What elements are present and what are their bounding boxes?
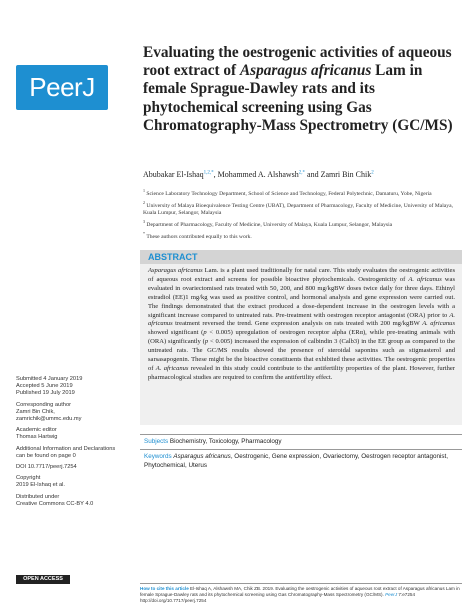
article-sidebar xyxy=(16,376,126,512)
article-title: Evaluating the oestrogenic activities of aqueous root extract of Asparagus africanus Lam in female Sprague-Dawley rats and its phytochemical screening using Gas Chromatography-Mass Spectrometry (GC/MS) xyxy=(143,44,453,134)
author-list: Abubakar El-Ishaq$^{1,2,*}$, Mohammed A. Alshawsh$^{2,*}$ and Zamri Bin Chik$^2$ xyxy=(143,170,374,179)
peerj-logo: PeerJ xyxy=(16,65,108,110)
affiliation-item: $^3$ Department of Pharmacology, Faculty of Medicine, University of Malaya, Kuala Lumpur, Selangor, Malaysia xyxy=(143,219,393,229)
author-email-link[interactable]: zamrichik@ummc.edu.my xyxy=(16,416,82,423)
author-name: Mohammed A. Alshawsh xyxy=(217,170,299,179)
abstract-heading: ABSTRACT xyxy=(140,250,462,264)
author-name: Abubakar El-Ishaq xyxy=(143,170,204,179)
keywords-line: Keywords Asparagus africanus, Oestrogenic, Gene expression, Ovariectomy, Oestrogen receptor antagonist, Phytochemical, Uterus xyxy=(140,449,462,473)
publication-dates: Submitted 4 January 2019 Accepted 5 June 2019 Published 19 July 2019 xyxy=(16,376,83,397)
affiliation-item: * These authors contributed equally to this work. xyxy=(143,231,252,241)
abstract-body: Asparagus africanus Lam. is a plant used traditionally for natal care. This study evaluates the oestrogenic activities of aqueous root extract and screens for possible bioactive phytochemicals. Oestrogenicity of A. africanus was evaluated in ovariectomised rats treated with 50, 200, and 800 mg/kgBW doses twice daily for three days. Ethinyl estradiol (EE)1 mg/kg was used as positive control, and hormonal analysis and gene expression were carried out. The findings demonstrated that the extract produced a dose-dependent increase in the oestrogen levels with a significant increase compared to untreated rats. Pre-treatment with oestrogen receptor antagonist (ORA) prior to A. africanus treatment reversed the trend. Gene expression analysis on rats treated with 200 mg/kgBW A. africanus showed significant (p < 0.005) upregulation of oestrogen receptor alpha (ERα), while pre-treating animals with (ORA) significantly (p < 0.005) increased the expression of calbindin 3 (Calb3) in the EE group as compared to the untreated rats. The GC/MS results showed the presence of steroidal saponins such as stigmasterol and sarsasapogenin. These might be the bioactive constituents that exhibited these activities. The oestrogenic properties of A. africanus revealed in this study could contribute to the antifertility properties of the plant. However, further pharmacological studies are required to confirm the antifertility effect. xyxy=(148,267,455,381)
keywords-label: Keywords xyxy=(144,453,172,461)
affiliation-item: $^1$ Science Laboratory Technology Department, School of Science and Technology, Federal Polytechnic, Damaturu, Yobe, Nigeria xyxy=(143,188,432,197)
academic-editor: Academic editor Thomas Hartwig xyxy=(16,427,58,441)
citation-footer: How to cite this article El-Ishaq A, Alshawsh MA, Chik ZB. 2019. Evaluating the oestrogenic activities of aqueous root extract of Asparagus africanus Lam in female Sprague-Dawley rats and its phytochemical screening using Gas Chromatography-Mass Spectrometry (GC/MS). PeerJ 7:e7254 http://doi.org/10.7717/peerj.7254 xyxy=(140,583,462,604)
subjects-line: Subjects Biochemistry, Toxicology, Pharmacology xyxy=(140,434,462,449)
subjects-keywords xyxy=(140,434,462,473)
affiliations xyxy=(143,187,453,242)
abstract-section xyxy=(140,250,462,425)
doi[interactable]: DOI 10.7717/peerj.7254 xyxy=(16,464,77,471)
license[interactable]: Distributed under Creative Commons CC-BY 4.0 xyxy=(16,493,94,507)
cite-label: How to cite this article xyxy=(140,586,189,591)
corresponding-author: Corresponding author Zamri Bin Chik, zamrichik@ummc.edu.my xyxy=(16,402,126,424)
copyright: Copyright 2019 El-Ishaq et al. xyxy=(16,475,66,489)
additional-info[interactable]: Additional Information and Declarations can be found on page 0 xyxy=(16,445,116,459)
open-access-badge: OPEN ACCESS xyxy=(16,575,70,584)
author-name: Zamri Bin Chik xyxy=(320,170,372,179)
affiliation-item: $^2$ University of Malaya Bioequivalence Testing Centre (UBAT), Department of Pharmacology, Faculty of Medicine, University of Malaya, Kuala Lumpur, Selangor, Malaysia xyxy=(143,200,453,217)
doi-link[interactable]: 7:e7254 http://doi.org/10.7717/peerj.7254 xyxy=(140,592,416,603)
subjects-label[interactable]: Subjects xyxy=(144,438,169,445)
